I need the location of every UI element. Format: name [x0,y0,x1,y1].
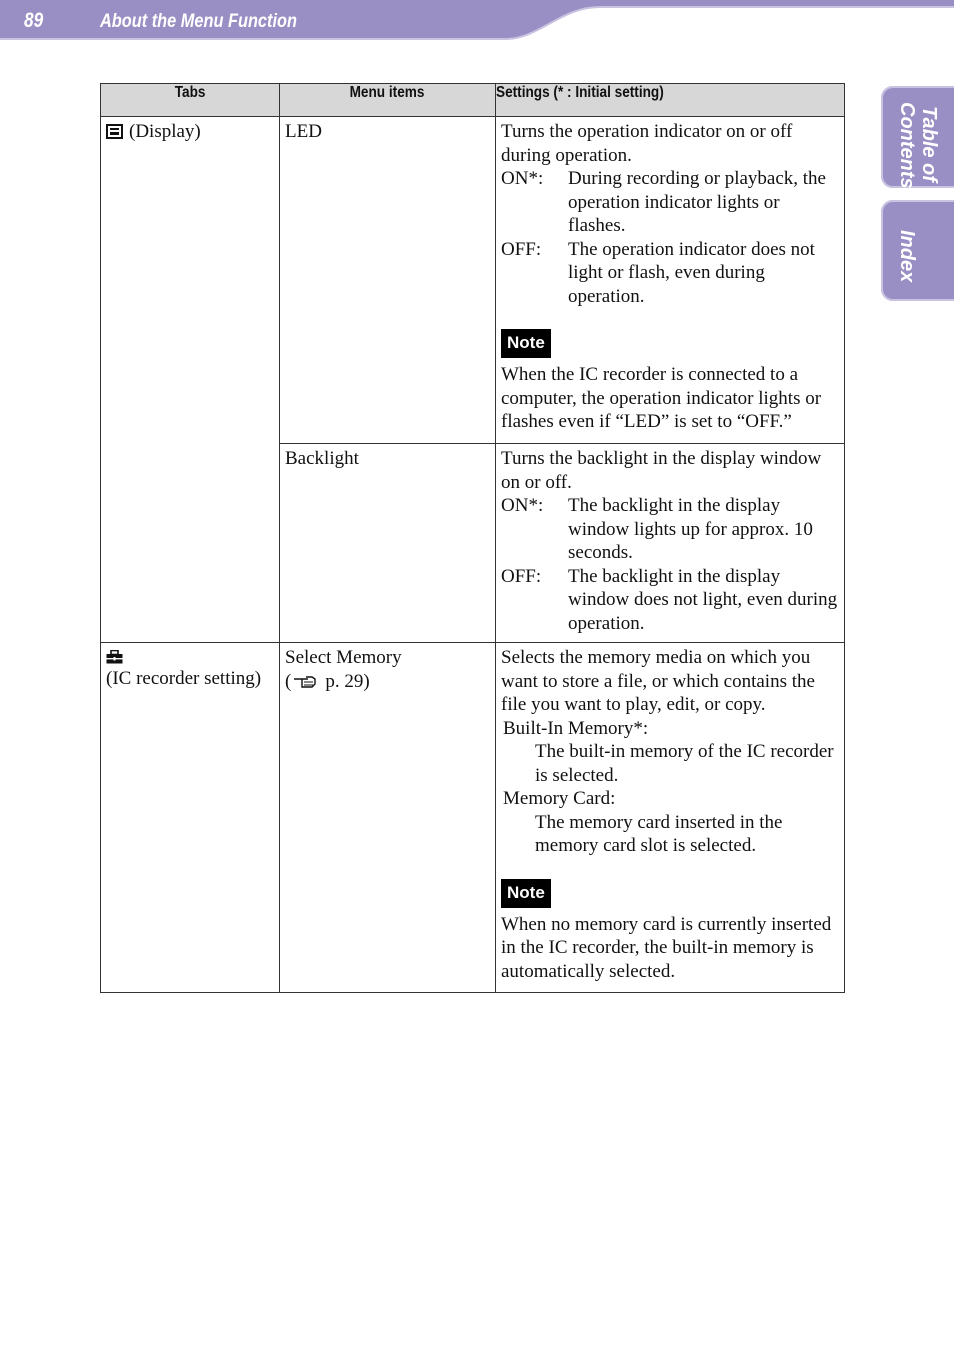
header-tabs: Tabs [101,84,280,117]
page-number: 89 [24,9,44,32]
pointing-hand-icon [293,672,317,696]
backlight-settings [496,444,845,643]
menu-item-select-memory [280,643,496,993]
note-badge: Note [501,879,551,908]
toc-label-line2: Contents [896,102,918,189]
table-header-row [101,84,845,117]
select-memory-note-text: When no memory card is currently inserted in the IC recorder, the built-in memory is automatically selected. [501,913,832,982]
led-settings [496,117,845,444]
select-memory-label: Select Memory [285,647,402,668]
builtin-memory-option: Built-In Memory*: [503,717,649,739]
backlight-off-option: OFF: The backlight in the display window does not light, even during operation. [501,565,838,634]
display-tab-cell [101,117,280,643]
index-label: Index [896,230,918,283]
led-on-option: ON*: During recording or playback, the operation indicator lights or flashes. [501,168,826,236]
header-menu-items: Menu items [280,84,496,117]
index-tab[interactable] [881,200,954,301]
menu-item-led: LED [280,117,496,444]
select-memory-description: Selects the memory media on which you want to store a file, or which contains the file you want to play, edit, or copy. [501,647,815,715]
memory-card-desc: The memory card inserted in the memory card slot is selected. [535,811,783,856]
menu-item-backlight: Backlight [280,444,496,643]
header-settings: Settings (* : Initial setting) [496,84,845,117]
ic-recorder-tab-label: (IC recorder setting) [106,668,262,689]
page-title: About the Menu Function [100,11,297,32]
backlight-description: Turns the backlight in the display window on or off. [501,448,822,493]
table-of-contents-tab[interactable] [881,86,954,188]
ic-recorder-tab-cell [101,643,280,993]
toolbox-icon [106,646,274,667]
builtin-memory-desc: The built-in memory of the IC recorder is selected. [535,741,834,786]
page-header [0,0,954,46]
led-off-option: OFF: The operation indicator does not light or flash, even during operation. [501,238,815,307]
note-badge: Note [501,329,551,358]
memory-card-option: Memory Card: [503,788,616,809]
page-reference[interactable]: ( p. 29) [285,670,490,696]
led-description: Turns the operation indicator on or off during operation. [501,121,793,166]
backlight-on-option: ON*: The backlight in the display window lights up for approx. 10 seconds. [501,495,813,563]
menu-settings-table [100,83,845,993]
table-row [101,117,845,444]
toc-label-line1: Table of [918,106,940,182]
display-icon [106,122,123,146]
display-tab-label: (Display) [129,121,201,142]
select-memory-settings [496,643,845,993]
table-row [101,643,845,993]
led-note-text: When the IC recorder is connected to a computer, the operation indicator lights or flashes even if “LED” is set to “OFF.” [501,364,822,432]
